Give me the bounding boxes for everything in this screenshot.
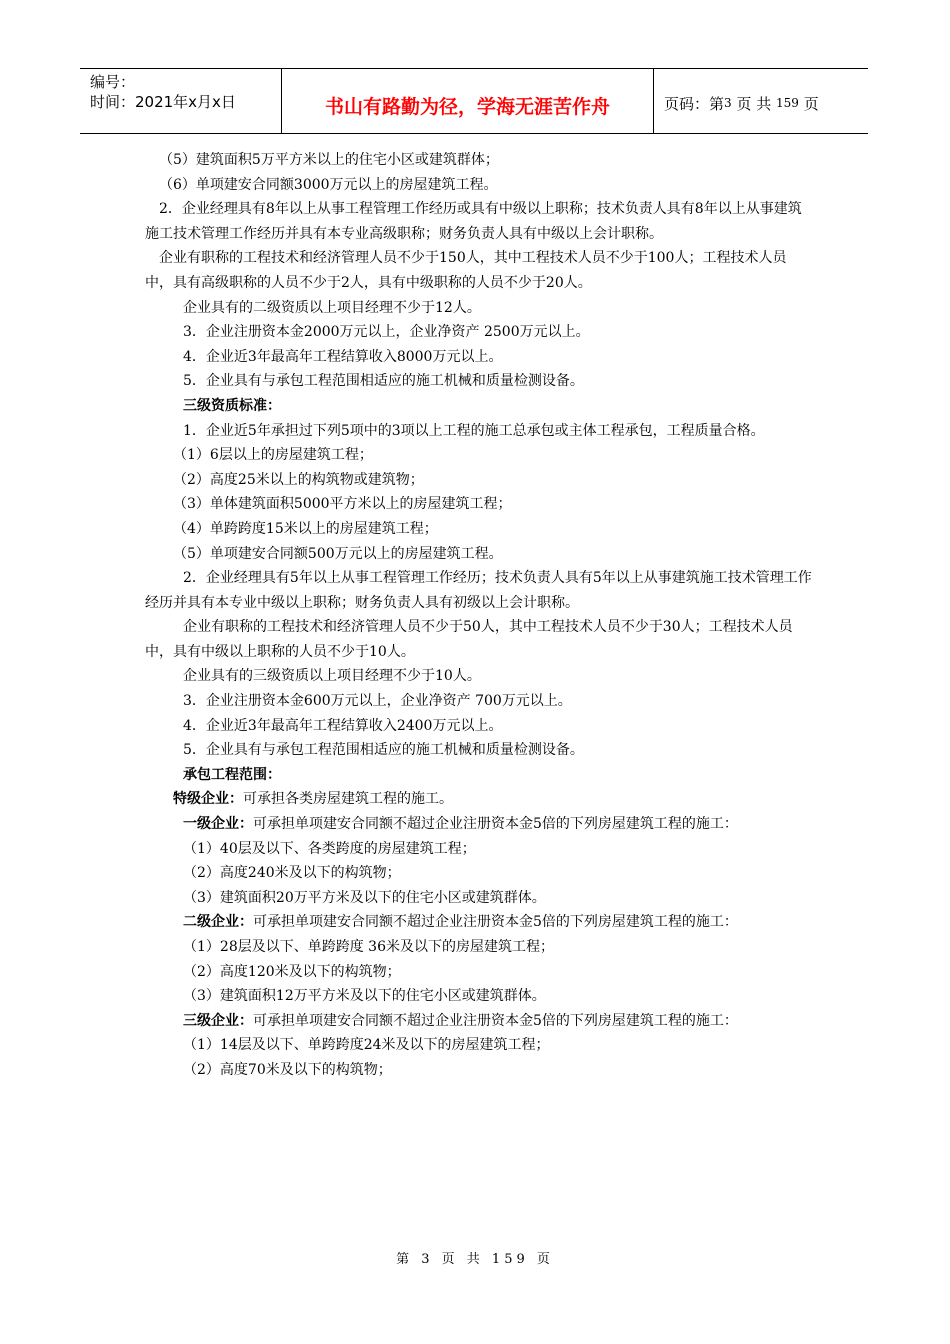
section-heading: 承包工程范围：: [183, 766, 281, 783]
list-item: （2）高度70米及以下的构筑物；: [183, 1061, 392, 1078]
document-code: 编号：: [90, 73, 136, 91]
list-item: （3）建筑面积12万平方米及以下的住宅小区或建筑群体。: [183, 988, 546, 1005]
header-motto-cell: [282, 69, 654, 133]
list-item: （1）28层及以下、单跨跨度 36米及以下的房屋建筑工程；: [183, 939, 554, 955]
paragraph: 企业具有的三级资质以上项目经理不少于10人。: [183, 668, 481, 685]
paragraph: （5）建筑面积5万平方米以上的住宅小区或建筑群体；: [159, 152, 499, 168]
paragraph: 三级企业：可承担单项建安合同额不超过企业注册资本金5倍的下列房屋建筑工程的施工：: [183, 1012, 738, 1029]
page-footer: 第 3 页 共 159 页: [396, 1252, 554, 1267]
list-item: （1）6层以上的房屋建筑工程；: [173, 447, 373, 464]
list-item: （2）高度120米及以下的构筑物；: [183, 963, 401, 980]
paragraph: 1．企业近5年承担过下列5项中的3项以上工程的施工总承包或主体工程承包，工程质量合格。: [183, 422, 765, 439]
page-header: [80, 68, 868, 134]
paragraph: （6）单项建安合同额3000万元以上的房屋建筑工程。: [159, 176, 498, 193]
paragraph: 3．企业注册资本金2000万元以上，企业净资产 2500万元以上。: [183, 324, 590, 341]
label-third: 三级企业：: [183, 1012, 253, 1029]
paragraph: 二级企业：可承担单项建安合同额不超过企业注册资本金5倍的下列房屋建筑工程的施工：: [183, 914, 738, 931]
header-motto: 书山有路勤为径，学海无涯苦作舟: [324, 95, 610, 118]
list-item: （3）单体建筑面积5000平方米以上的房屋建筑工程；: [173, 496, 512, 513]
list-item: （2）高度25米以上的构筑物或建筑物；: [173, 471, 424, 488]
paragraph: 4．企业近3年最高年工程结算收入8000万元以上。: [183, 348, 503, 365]
list-item: （1）40层及以下、各类跨度的房屋建筑工程；: [183, 840, 476, 857]
header-meta: [80, 69, 282, 133]
paragraph: 2．企业经理具有8年以上从事工程管理工作经历或具有中级以上职称；技术负责人具有8年以上从事建筑施工技术管理工作经历并具有本专业高级职称；财务负责人具有中级以上会计职称。: [145, 201, 802, 242]
paragraph: 企业有职称的工程技术和经济管理人员不少于50人，其中工程技术人员不少于30人；工程技术人员中，具有中级以上职称的人员不少于10人。: [145, 619, 793, 660]
paragraph: 企业具有的二级资质以上项目经理不少于12人。: [183, 299, 481, 316]
section-heading: 三级资质标准：: [183, 397, 281, 414]
list-item: （5）单项建安合同额500万元以上的房屋建筑工程。: [173, 545, 503, 562]
label-second: 二级企业：: [183, 914, 253, 931]
paragraph: 3．企业注册资本金600万元以上，企业净资产 700万元以上。: [183, 693, 572, 710]
list-item: （3）建筑面积20万平方米及以下的住宅小区或建筑群体。: [183, 889, 546, 906]
paragraph: 企业有职称的工程技术和经济管理人员不少于150人，其中工程技术人员不少于100人；工程技术人员中，具有高级职称的人员不少于2人，具有中级职称的人员不少于20人。: [145, 250, 787, 291]
header-page-number: 页码：第 3 页 共 159 页: [664, 94, 819, 113]
document-date: 时间：2021年x月x日: [90, 93, 236, 111]
paragraph: 特级企业：可承担各类房屋建筑工程的施工。: [173, 791, 453, 808]
list-item: （2）高度240米及以下的构筑物；: [183, 865, 401, 882]
paragraph: 4．企业近3年最高年工程结算收入2400万元以上。: [183, 717, 503, 734]
list-item: （4）单跨跨度15米以上的房屋建筑工程；: [173, 520, 438, 537]
label-first: 一级企业：: [183, 816, 253, 833]
paragraph: 5．企业具有与承包工程范围相适应的施工机械和质量检测设备。: [183, 742, 584, 759]
label-special: 特级企业：: [173, 791, 243, 808]
paragraph: 5．企业具有与承包工程范围相适应的施工机械和质量检测设备。: [183, 373, 584, 390]
paragraph: 2．企业经理具有5年以上从事工程管理工作经历；技术负责人具有5年以上从事建筑施工技术管理工作经历并具有本专业中级以上职称；财务负责人具有初级以上会计职称。: [145, 570, 812, 611]
list-item: （1）14层及以下、单跨跨度24米及以下的房屋建筑工程；: [183, 1037, 550, 1054]
paragraph: 一级企业：可承担单项建安合同额不超过企业注册资本金5倍的下列房屋建筑工程的施工：: [183, 816, 738, 833]
document-body: [145, 148, 813, 1083]
